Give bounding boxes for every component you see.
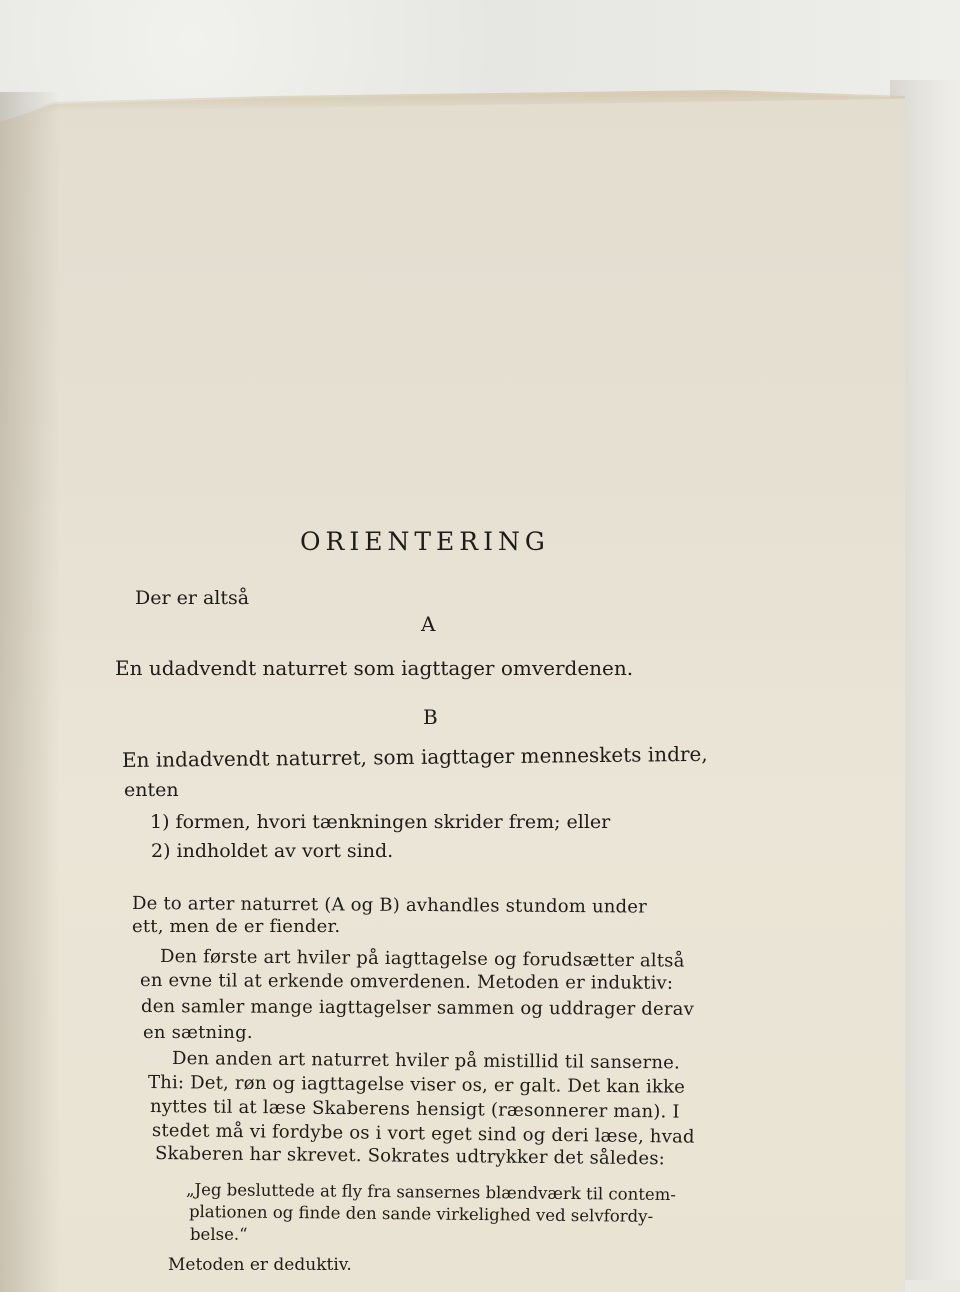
list-item: 2) indholdet av vort sind.	[151, 840, 394, 862]
section-b-letter: B	[423, 705, 438, 729]
section-a-letter: A	[421, 612, 436, 636]
body-line: stedet må vi fordybe os i vort eget sind og deri læse, hvad	[151, 1120, 695, 1148]
quote-line: belse.“	[190, 1225, 248, 1244]
body-line: en evne til at erkende omverdenen. Metoden er induktiv:	[139, 970, 674, 994]
body-line: ett, men de er fiender.	[132, 916, 341, 937]
intro-line: Der er altså	[135, 587, 250, 609]
body-line: den samler mange iagttagelser sammen og uddrager derav	[140, 996, 695, 1020]
list-item: 1) formen, hvori tænkningen skrider frem; eller	[150, 811, 611, 833]
section-a-text: En udadvendt naturret som iagttager omverdenen.	[115, 656, 634, 680]
closing-line: Metoden er deduktiv.	[168, 1255, 352, 1275]
quote-line: plationen og finde den sande virkelighed ved selvfordy-	[188, 1202, 654, 1226]
section-b-line: enten	[124, 779, 179, 801]
body-line: De to arter naturret (A og B) avhandles stundom under	[131, 893, 648, 918]
body-line: Thi: Det, røn og iagttagelse viser os, er galt. Det kan ikke	[147, 1072, 686, 1098]
body-line: Den anden art naturret hviler på mistillid til sanserne.	[171, 1048, 681, 1074]
quote-line: „Jeg besluttede at fly fra sansernes blændværk til contem-	[185, 1180, 676, 1205]
body-line: en sætning.	[143, 1022, 253, 1043]
page-title: ORIENTERING	[300, 527, 550, 556]
section-b-line: En indadvendt naturret, som iagttager menneskets indre,	[121, 741, 708, 772]
body-line: nyttes til at læse Skaberens hensigt (ræsonnerer man). I	[149, 1096, 680, 1123]
body-line: Skaberen har skrevet. Sokrates udtrykker det således:	[154, 1143, 666, 1170]
body-line: Den første art hviler på iagttagelse og forudsætter altså	[159, 946, 685, 972]
